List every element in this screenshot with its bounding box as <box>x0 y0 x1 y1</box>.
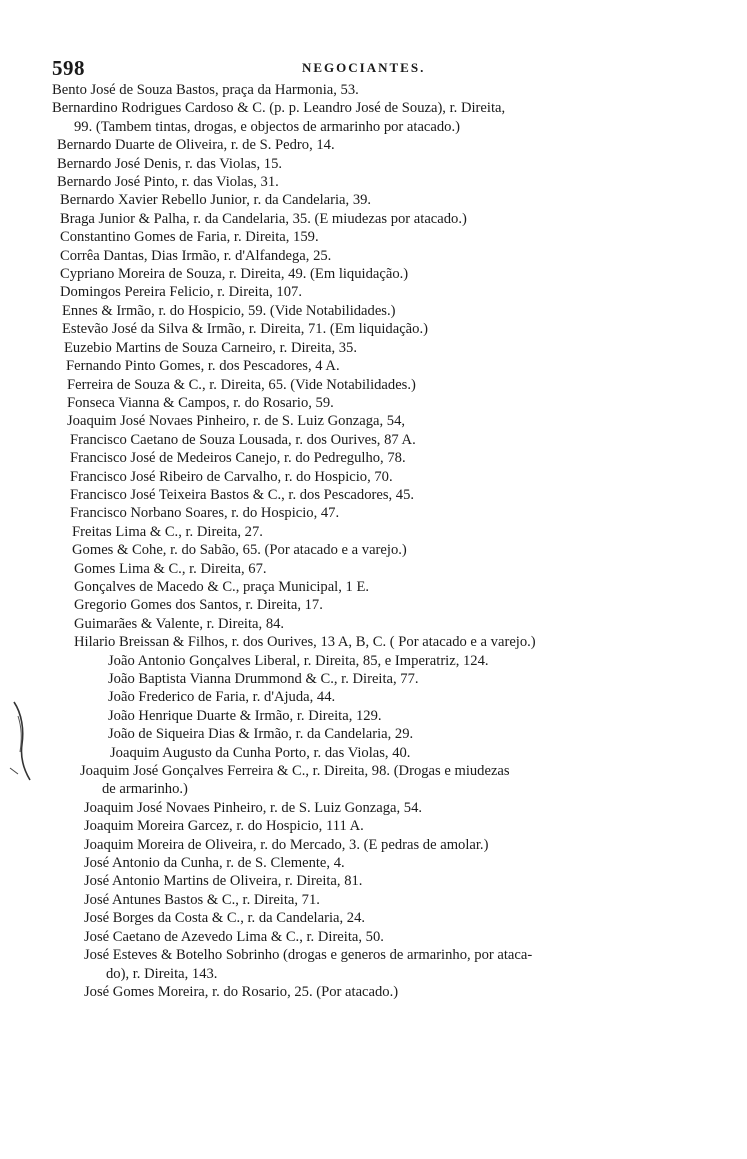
directory-entry <box>57 173 747 191</box>
directory-entry <box>57 136 747 154</box>
entry-text: Fonseca Vianna & Campos, r. do Rosario, 59. <box>67 394 334 411</box>
entry-text: Francisco José de Medeiros Canejo, r. do Pedregulho, 78. <box>70 450 406 467</box>
page-number: 598 <box>52 56 85 80</box>
entry-text: Euzebio Martins de Souza Carneiro, r. Direita, 35. <box>64 339 358 356</box>
directory-entry <box>52 81 747 99</box>
directory-entry <box>72 523 747 541</box>
entry-text: Bento José de Souza Bastos, praça da Harmonia, 53. <box>52 82 359 98</box>
directory-entry <box>108 707 747 725</box>
directory-entry <box>60 210 747 228</box>
entry-text: Joaquim José Novaes Pinheiro, r. de S. Luiz Gonzaga, 54, <box>67 413 406 430</box>
directory-entry <box>60 265 747 283</box>
entry-text: Gomes & Cohe, r. do Sabão, 65. (Por atacado e a varejo.) <box>72 542 407 559</box>
directory-entry <box>84 891 747 909</box>
directory-entry <box>108 670 747 688</box>
entry-text: Domingos Pereira Felicio, r. Direita, 107. <box>60 284 302 301</box>
entry-text: Bernardo Xavier Rebello Junior, r. da Candelaria, 39. <box>60 192 372 209</box>
entry-text: João Frederico de Faria, r. d'Ajuda, 44. <box>108 689 336 706</box>
directory-entry <box>70 504 747 522</box>
directory-entry <box>62 302 747 320</box>
entry-text: Gregorio Gomes dos Santos, r. Direita, 17. <box>74 597 323 614</box>
directory-entry <box>74 596 747 614</box>
directory-entry <box>84 872 747 890</box>
entry-text: Constantino Gomes de Faria, r. Direita, 159. <box>60 229 319 246</box>
entry-text: Cypriano Moreira de Souza, r. Direita, 49. (Em liquidação.) <box>60 266 409 283</box>
entry-text: José Gomes Moreira, r. do Rosario, 25. (Por atacado.) <box>84 983 399 1000</box>
entry-text: Freitas Lima & C., r. Direita, 27. <box>72 523 263 540</box>
entry-text: Bernardo José Denis, r. das Violas, 15. <box>57 155 283 172</box>
entry-text: Bernardo Duarte de Oliveira, r. de S. Pedro, 14. <box>57 137 335 154</box>
directory-entry <box>74 578 747 596</box>
directory-entry <box>74 615 747 633</box>
entry-text: José Antunes Bastos & C., r. Direita, 71. <box>84 891 320 908</box>
directory-entry <box>57 155 747 173</box>
entry-text: Joaquim José Gonçalves Ferreira & C., r. Direita, 98. (Drogas e miudezas <box>80 763 510 780</box>
entry-text: Gonçalves de Macedo & C., praça Municipal, 1 E. <box>74 578 370 595</box>
directory-entry <box>108 652 747 670</box>
entry-text: Joaquim José Novaes Pinheiro, r. de S. Luiz Gonzaga, 54. <box>84 799 423 816</box>
directory-entry <box>80 762 747 799</box>
entry-continuation: do), r. Direita, 143. <box>106 965 218 982</box>
page-header <box>52 56 692 80</box>
directory-entry <box>70 449 747 467</box>
entry-text: João Henrique Duarte & Irmão, r. Direita, 129. <box>108 707 382 724</box>
entry-text: Francisco Norbano Soares, r. do Hospicio, 47. <box>70 505 340 522</box>
entry-text: Francisco José Ribeiro de Carvalho, r. do Hospicio, 70. <box>70 468 393 485</box>
directory-entry <box>67 376 747 394</box>
directory-entry <box>72 541 747 559</box>
directory-entry <box>74 633 747 651</box>
entry-continuation: 99. (Tambem tintas, drogas, e objectos de armarinho por atacado.) <box>74 118 460 135</box>
directory-entry <box>60 191 747 209</box>
entry-text: Gomes Lima & C., r. Direita, 67. <box>74 560 267 577</box>
directory-entry <box>108 725 747 743</box>
directory-entry <box>84 836 747 854</box>
directory-entry <box>84 909 747 927</box>
entry-text: Bernardo José Pinto, r. das Violas, 31. <box>57 174 279 191</box>
directory-entry <box>64 339 747 357</box>
entry-text: José Antonio da Cunha, r. de S. Clemente, 4. <box>84 855 345 872</box>
entry-text: José Esteves & Botelho Sobrinho (drogas e generos de armarinho, por ataca- <box>84 947 533 964</box>
running-head: NEGOCIANTES. <box>302 60 426 75</box>
entry-continuation: de armarinho.) <box>102 781 188 798</box>
entry-text: José Antonio Martins de Oliveira, r. Direita, 81. <box>84 873 363 890</box>
entry-text: Ferreira de Souza & C., r. Direita, 65. (Vide Notabilidades.) <box>67 376 416 393</box>
directory-entry <box>74 560 747 578</box>
directory-entry <box>108 688 747 706</box>
entry-text: João Baptista Vianna Drummond & C., r. Direita, 77. <box>108 671 419 687</box>
entry-text: Joaquim Moreira Garcez, r. do Hospicio, 111 A. <box>84 818 364 835</box>
entry-text: José Caetano de Azevedo Lima & C., r. Direita, 50. <box>84 928 384 945</box>
entry-text: Fernando Pinto Gomes, r. dos Pescadores, 4 A. <box>66 358 340 375</box>
entry-text: Corrêa Dantas, Dias Irmão, r. d'Alfandega, 25. <box>60 247 332 264</box>
directory-entry <box>84 928 747 946</box>
directory-entry <box>70 468 747 486</box>
directory-entry <box>60 228 747 246</box>
directory-entry <box>84 817 747 835</box>
entry-text: Joaquim Augusto da Cunha Porto, r. das Violas, 40. <box>110 744 411 761</box>
entry-text: José Borges da Costa & C., r. da Candelaria, 24. <box>84 910 366 927</box>
directory-entry <box>67 394 747 412</box>
entry-text: Bernardino Rodrigues Cardoso & C. (p. p. Leandro José de Souza), r. Direita, <box>52 100 506 117</box>
entry-text: Braga Junior & Palha, r. da Candelaria, 35. (E miudezas por atacado.) <box>60 210 467 227</box>
directory-entry <box>84 946 747 983</box>
directory-entry <box>62 320 747 338</box>
directory-entry <box>60 283 747 301</box>
directory-entry <box>66 357 747 375</box>
directory-entry <box>84 854 747 872</box>
directory-entry <box>52 99 747 136</box>
directory-entries <box>0 81 747 1001</box>
entry-text: Joaquim Moreira de Oliveira, r. do Mercado, 3. (E pedras de amolar.) <box>84 836 489 853</box>
directory-entry <box>67 412 747 430</box>
entry-text: João Antonio Gonçalves Liberal, r. Direita, 85, e Imperatriz, 124. <box>108 652 489 669</box>
directory-entry <box>60 247 747 265</box>
entry-text: Estevão José da Silva & Irmão, r. Direita, 71. (Em liquidação.) <box>62 321 428 338</box>
entry-text: Guimarães & Valente, r. Direita, 84. <box>74 615 285 632</box>
directory-entry <box>70 486 747 504</box>
directory-entry <box>84 799 747 817</box>
directory-entry <box>70 431 747 449</box>
entry-text: João de Siqueira Dias & Irmão, r. da Candelaria, 29. <box>108 726 414 743</box>
entry-text: Francisco José Teixeira Bastos & C., r. dos Pescadores, 45. <box>70 486 415 503</box>
entry-text: Francisco Caetano de Souza Lousada, r. dos Ourives, 87 A. <box>70 431 416 448</box>
directory-entry <box>84 983 747 1001</box>
entry-text: Hilario Breissan & Filhos, r. dos Ourives, 13 A, B, C. ( Por atacado e a varejo.) <box>74 634 536 651</box>
entry-text: Ennes & Irmão, r. do Hospicio, 59. (Vide Notabilidades.) <box>62 302 396 319</box>
directory-entry <box>110 744 747 762</box>
